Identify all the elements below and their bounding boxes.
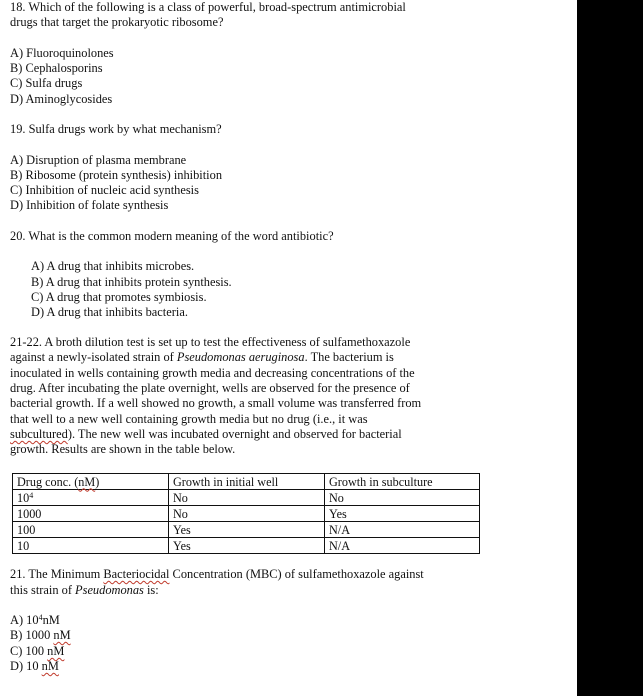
cell-initial: No [169, 506, 325, 522]
results-table [12, 473, 480, 554]
cell-conc: 100 [13, 522, 169, 538]
q20-option-a: A) A drug that inhibits microbes. [31, 259, 195, 273]
q21-option-b: B) 1000 nM [10, 628, 71, 642]
q2122-passage-line4: drug. After incubating the plate overnight, wells are observed for the presence of [10, 381, 410, 395]
q2122-passage-line6: that well to a new well containing growth media but no drug (i.e., it was [10, 412, 368, 426]
q19-question: 19. Sulfa drugs work by what mechanism? [10, 122, 222, 136]
table-header-row [13, 474, 480, 490]
q21-option-d: D) 10 nM [10, 659, 59, 673]
q18-option-c: C) Sulfa drugs [10, 76, 83, 90]
cell-initial: No [169, 490, 325, 506]
q19-option-b: B) Ribosome (protein synthesis) inhibition [10, 168, 223, 182]
header-growth-subculture: Growth in subculture [325, 474, 480, 490]
cell-conc: $10^4$ [13, 490, 169, 506]
q21-question-line1: 21. The Minimum Bacteriocidal Concentration (MBC) of sulfamethoxazole against [10, 567, 424, 581]
table-row [13, 522, 480, 538]
q21-option-a: A) $10^4nM$ [10, 613, 60, 627]
dark-side-panel [577, 0, 643, 696]
header-growth-initial: Growth in initial well [169, 474, 325, 490]
q21-option-c: C) 100 nM [10, 644, 65, 658]
q20-option-d: D) A drug that inhibits bacteria. [31, 305, 188, 319]
table-row [13, 538, 480, 554]
cell-conc: 1000 [13, 506, 169, 522]
cell-subculture: N/A [325, 538, 480, 554]
q19-option-d: D) Inhibition of folate synthesis [10, 198, 169, 212]
table-row [13, 506, 480, 522]
cell-subculture: No [325, 490, 480, 506]
q18-question-line2: drugs that target the prokaryotic ribosome? [10, 15, 224, 29]
q2122-passage-line1: 21-22. A broth dilution test is set up to test the effectiveness of sulfamethoxazole [10, 335, 411, 349]
q2122-passage-line2: against a newly-isolated strain of Pseudomonas aeruginosa. The bacterium is [10, 350, 394, 364]
q20-option-c: C) A drug that promotes symbiosis. [31, 290, 207, 304]
q20-question: 20. What is the common modern meaning of the word antibiotic? [10, 229, 334, 243]
q21-question-line2: this strain of Pseudomonas is: [10, 583, 159, 597]
spellcheck-word: Bacteriocidal [103, 567, 170, 581]
q2122-passage-line7: subcultured). The new well was incubated overnight and observed for bacterial [10, 427, 402, 441]
q18-option-b: B) Cephalosporins [10, 61, 103, 75]
cell-conc: 10 [13, 538, 169, 554]
q2122-passage-line5: bacterial growth. If a well showed no growth, a small volume was transferred from [10, 396, 422, 410]
cell-initial: Yes [169, 522, 325, 538]
q18-question-line1: 18. Which of the following is a class of powerful, broad-spectrum antimicrobial [10, 0, 406, 14]
organism-name: Pseudomonas aeruginosa [176, 350, 305, 364]
spellcheck-word: subcultured [10, 427, 68, 441]
q2122-passage-line3: inoculated in wells containing growth media and decreasing concentrations of the [10, 366, 415, 380]
q19-option-c: C) Inhibition of nucleic acid synthesis [10, 183, 199, 197]
q18-option-d: D) Aminoglycosides [10, 92, 113, 106]
q2122-passage-line8: growth. Results are shown in the table below. [10, 442, 236, 456]
cell-initial: Yes [169, 538, 325, 554]
table-row [13, 490, 480, 506]
q19-option-a: A) Disruption of plasma membrane [10, 153, 187, 167]
cell-subculture: N/A [325, 522, 480, 538]
cell-subculture: Yes [325, 506, 480, 522]
q18-option-a: A) Fluoroquinolones [10, 46, 114, 60]
q20-option-b: B) A drug that inhibits protein synthesis. [31, 275, 232, 289]
header-drug-conc: Drug conc. (nM) [13, 474, 169, 490]
